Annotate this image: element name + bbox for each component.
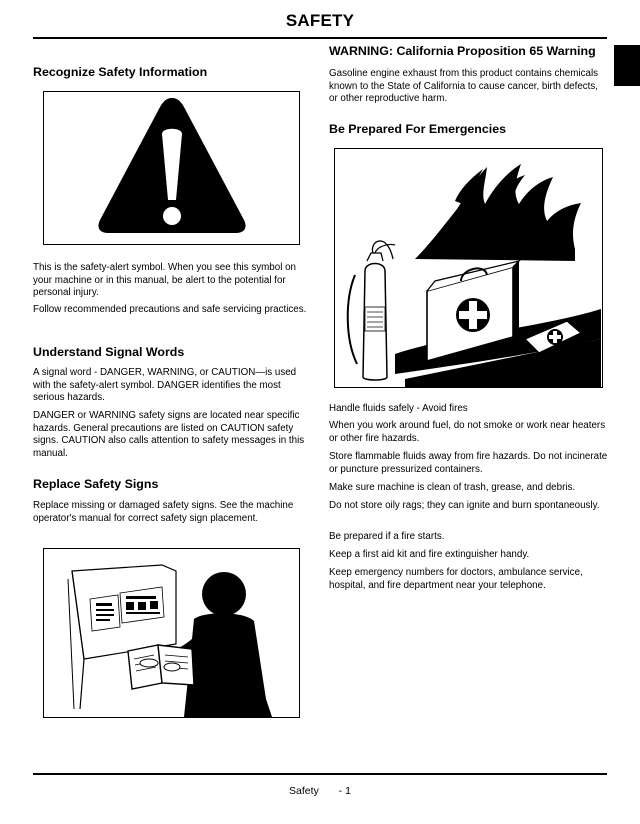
paragraph-first-aid: Keep a first aid kit and fire extinguisher handy. [329,549,530,560]
header-rule [33,37,607,39]
paragraph-alert-symbol: This is the safety-alert symbol. When you see this symbol on your machine or in this manual, be alert to the potential for personal injury. [33,262,296,299]
paragraph-be-prepared: Be prepared if a fire starts. [329,531,445,542]
heading-recognize-safety: Recognize Safety Information [33,65,208,79]
paragraph-danger-warning: DANGER or WARNING safety signs are located near specific hazards. General precautions are listed on CAUTION safety signs. CAUTION also calls attention to safety messages in this manual. [33,410,305,459]
paragraph-fuel: When you work around fuel, do not smoke or work near heaters or other fire hazards. [329,420,606,444]
paragraph-store-fluids: Store flammable fluids away from fire hazards. Do not incinerate or puncture pressurized containers. [329,451,608,475]
reading-manual-illustration-icon [44,549,299,717]
heading-prop65: WARNING: California Proposition 65 Warning [329,44,596,58]
footer-section: Safety [289,785,319,797]
heading-emergencies: Be Prepared For Emergencies [329,122,506,136]
heading-signal-words: Understand Signal Words [33,345,185,359]
safety-alert-triangle-icon [44,92,299,244]
paragraph-emergency-numbers: Keep emergency numbers for doctors, ambulance service, hospital, and fire department near your telephone. [329,567,583,591]
safety-alert-figure [43,91,300,245]
paragraph-clean-machine: Make sure machine is clean of trash, grease, and debris. [329,482,576,493]
section-tab-marker [614,45,640,86]
paragraph-signal-word: A signal word - DANGER, WARNING, or CAUTION—is used with the safety-alert symbol. DANGER identifies the most serious hazards. [33,367,297,404]
paragraph-precautions: Follow recommended precautions and safe servicing practices. [33,304,307,315]
fire-extinguisher-first-aid-icon [335,149,602,387]
operator-reading-manual-figure [43,548,300,718]
fire-safety-figure [334,148,603,388]
footer-page-number: - 1 [338,785,351,797]
paragraph-prop65: Gasoline engine exhaust from this product contains chemicals known to the State of California to cause cancer, birth defects, or other reproductive harm. [329,68,599,105]
paragraph-oily-rags: Do not store oily rags; they can ignite and burn spontaneously. [329,500,600,511]
paragraph-replace-signs: Replace missing or damaged safety signs. See the machine operator's manual for correct safety sign placement. [33,500,294,524]
footer-rule [33,773,607,775]
heading-replace-signs: Replace Safety Signs [33,477,159,491]
page-footer [0,785,640,797]
page-title: SAFETY [285,11,355,30]
figure-caption-fluids: Handle fluids safely - Avoid fires [329,403,468,414]
